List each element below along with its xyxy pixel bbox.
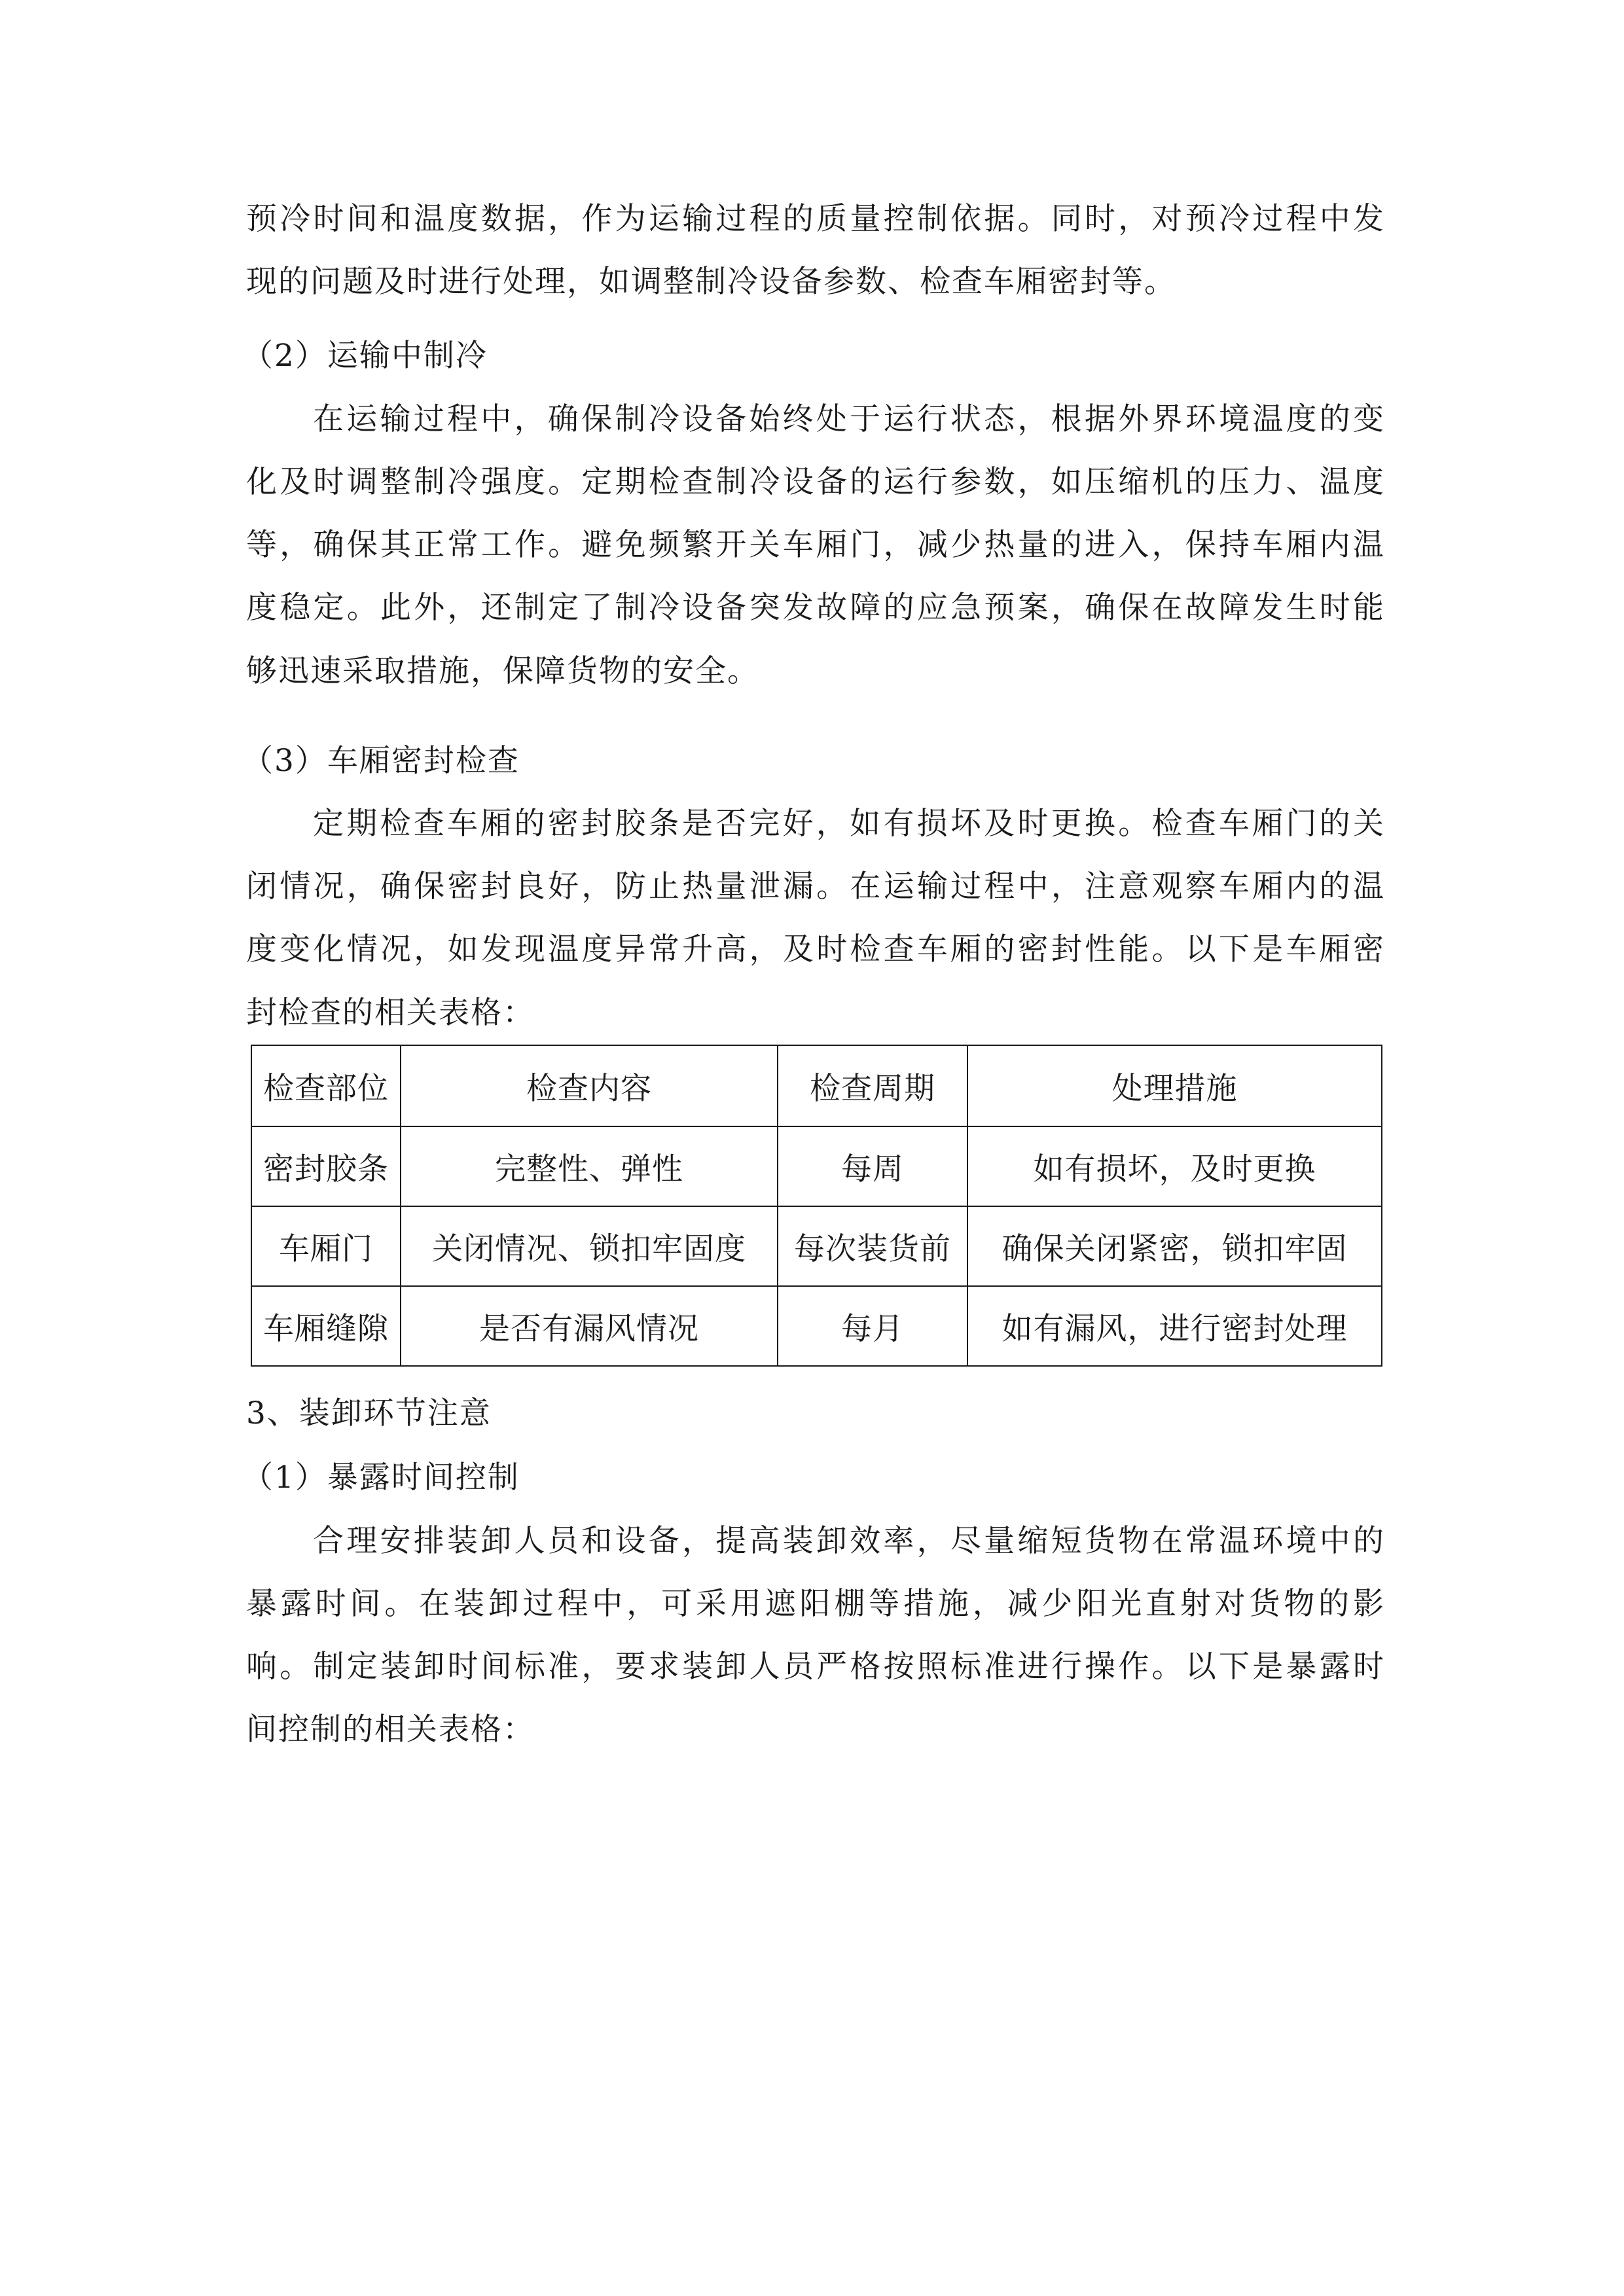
paragraph-line: 现的问题及时进行处理，如调整制冷设备参数、检查车厢密封等。 bbox=[246, 264, 1176, 300]
paragraph-line: 度稳定。此外，还制定了制冷设备突发故障的应急预案，确保在故障发生时能 bbox=[246, 590, 1385, 626]
section-heading-exposure-time: （1）暴露时间控制 bbox=[242, 1460, 520, 1496]
table-cell: 密封胶条 bbox=[251, 1126, 401, 1206]
seal-check-table bbox=[251, 1045, 1382, 1367]
paragraph-line: 合理安排装卸人员和设备，提高装卸效率，尽量缩短货物在常温环境中的 bbox=[313, 1523, 1385, 1559]
table-row bbox=[251, 1286, 1382, 1366]
paragraph-line: 等，确保其正常工作。避免频繁开关车厢门，减少热量的进入，保持车厢内温 bbox=[246, 527, 1385, 563]
paragraph-line: 定期检查车厢的密封胶条是否完好，如有损坏及时更换。检查车厢门的关 bbox=[313, 806, 1385, 842]
table-cell: 车厢缝隙 bbox=[251, 1286, 401, 1366]
table-header-cell: 检查内容 bbox=[401, 1045, 778, 1126]
table-row bbox=[251, 1206, 1382, 1286]
paragraph-line: 间控制的相关表格： bbox=[246, 1712, 535, 1748]
table-cell: 关闭情况、锁扣牢固度 bbox=[401, 1206, 778, 1286]
table-header-cell: 检查部位 bbox=[251, 1045, 401, 1126]
table-cell: 如有损坏，及时更换 bbox=[967, 1126, 1382, 1206]
table-cell: 车厢门 bbox=[251, 1206, 401, 1286]
table-header-cell: 检查周期 bbox=[778, 1045, 967, 1126]
table-row bbox=[251, 1126, 1382, 1206]
paragraph-line: 闭情况，确保密封良好，防止热量泄漏。在运输过程中，注意观察车厢内的温 bbox=[246, 869, 1385, 905]
paragraph-line: 预冷时间和温度数据，作为运输过程的质量控制依据。同时，对预冷过程中发 bbox=[246, 201, 1385, 237]
paragraph-line: 封检查的相关表格： bbox=[246, 995, 535, 1031]
paragraph-line: 够迅速采取措施，保障货物的安全。 bbox=[246, 653, 759, 689]
table-cell: 确保关闭紧密，锁扣牢固 bbox=[967, 1206, 1382, 1286]
section-heading-refrigeration: （2）运输中制冷 bbox=[242, 338, 488, 374]
paragraph-line: 响。制定装卸时间标准，要求装卸人员严格按照标准进行操作。以下是暴露时 bbox=[246, 1649, 1385, 1685]
paragraph-line: 在运输过程中，确保制冷设备始终处于运行状态，根据外界环境温度的变 bbox=[313, 401, 1385, 437]
section-heading-seal-check: （3）车厢密封检查 bbox=[242, 743, 520, 779]
table-cell: 每周 bbox=[778, 1126, 967, 1206]
table-cell: 完整性、弹性 bbox=[401, 1126, 778, 1206]
table-cell: 每月 bbox=[778, 1286, 967, 1366]
table-cell: 如有漏风，进行密封处理 bbox=[967, 1286, 1382, 1366]
table-header-row bbox=[251, 1045, 1382, 1126]
paragraph-line: 度变化情况，如发现温度异常升高，及时检查车厢的密封性能。以下是车厢密 bbox=[246, 931, 1385, 967]
paragraph-line: 暴露时间。在装卸过程中，可采用遮阳棚等措施，减少阳光直射对货物的影 bbox=[246, 1586, 1385, 1622]
part-heading-loading: 3、装卸环节注意 bbox=[246, 1395, 492, 1431]
paragraph-line: 化及时调整制冷强度。定期检查制冷设备的运行参数，如压缩机的压力、温度 bbox=[246, 464, 1385, 500]
table-cell: 是否有漏风情况 bbox=[401, 1286, 778, 1366]
table-cell: 每次装货前 bbox=[778, 1206, 967, 1286]
table-header-cell: 处理措施 bbox=[967, 1045, 1382, 1126]
